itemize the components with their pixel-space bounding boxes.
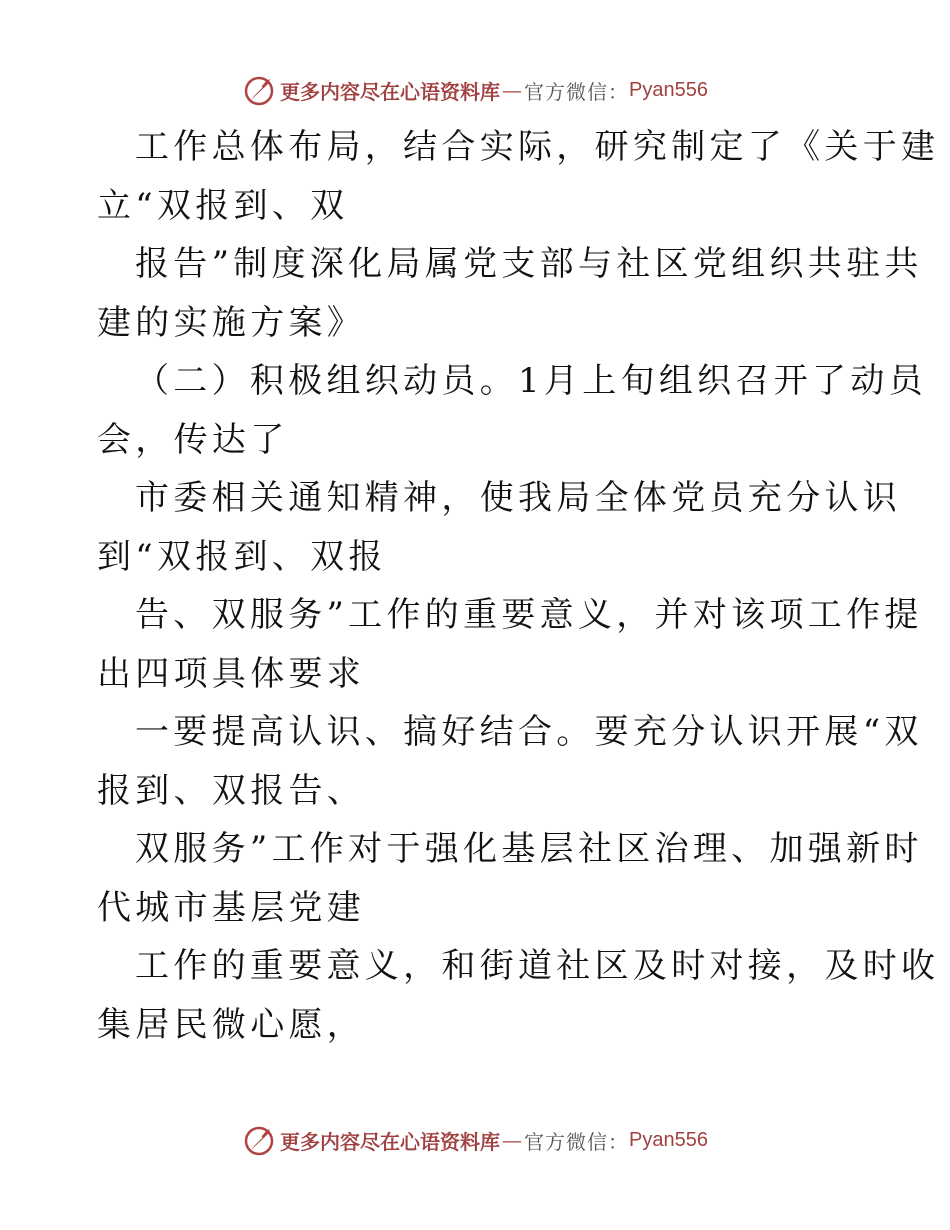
- footer-watermark: [0, 1120, 950, 1160]
- watermark-title: 更多内容尽在心语资料库: [280, 79, 501, 104]
- watermark-title: 更多内容尽在心语资料库: [280, 1129, 501, 1154]
- watermark-dash: —: [502, 1128, 523, 1152]
- text-line: 工作总体布局，结合实际，研究制定了《关于建: [135, 127, 940, 167]
- text-line: 代城市基层党建: [97, 887, 366, 928]
- watermark-wechat-label: 官方微信：: [524, 79, 630, 104]
- text-line: 工作的重要意义，和街道社区及时对接，及时收: [135, 946, 940, 986]
- text-line: （二）积极组织动员。1月上旬组织召开了动员: [135, 361, 927, 401]
- text-line: 报到、双报告、: [97, 770, 366, 811]
- watermark-wechat-id: Pyan556: [629, 1128, 708, 1151]
- text-line: 告、双服务”工作的重要意义，并对该项工作提: [135, 595, 923, 635]
- document-body: [97, 118, 940, 1054]
- quill-pen-logo-icon: [242, 1123, 276, 1157]
- watermark-dash: —: [502, 78, 523, 102]
- quill-pen-logo-icon: [242, 73, 276, 107]
- text-line: 集居民微心愿，: [97, 1004, 366, 1045]
- text-line: 立“双报到、双: [97, 185, 349, 226]
- text-line: 出四项具体要求: [97, 653, 366, 694]
- text-line: 会，传达了: [97, 419, 289, 460]
- text-line: 市委相关通知精神，使我局全体党员充分认识: [135, 478, 901, 518]
- text-line: 建的实施方案》: [97, 302, 366, 343]
- watermark-wechat-id: Pyan556: [629, 78, 708, 101]
- text-line: 到“双报到、双报: [97, 536, 387, 577]
- watermark-wechat-label: 官方微信：: [524, 1129, 630, 1154]
- header-watermark: [0, 70, 950, 110]
- text-line: 一要提高认识、搞好结合。要充分认识开展“双: [135, 712, 923, 752]
- text-line: 报告”制度深化局属党支部与社区党组织共驻共: [135, 244, 923, 284]
- text-line: 双服务”工作对于强化基层社区治理、加强新时: [135, 829, 923, 869]
